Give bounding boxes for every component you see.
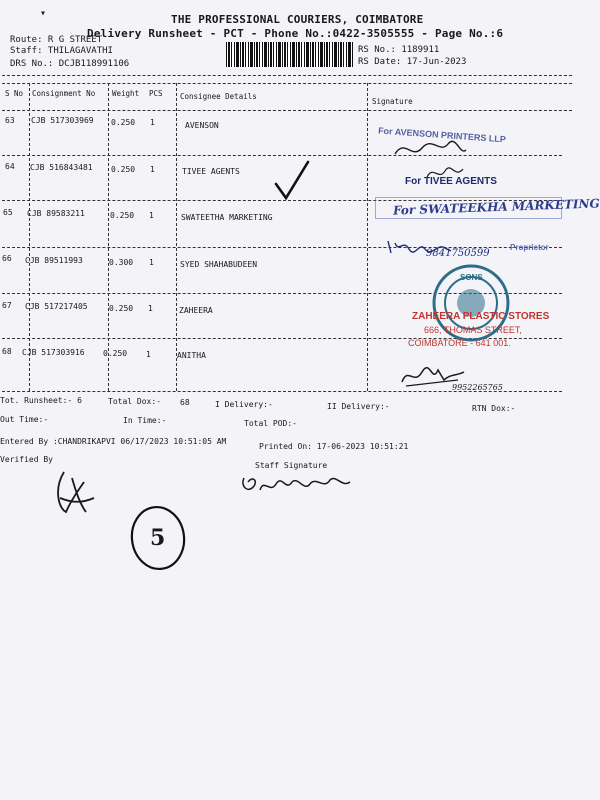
rule-top [2, 75, 572, 76]
row-weight: 0.250 [110, 211, 135, 220]
staff-label: Staff: THILAGAVATHI [10, 46, 113, 56]
row-sno: 66 [2, 254, 12, 263]
col-header-sno: S No [5, 89, 24, 98]
row-consignment: CJB 517303916 [22, 348, 85, 357]
signature-63 [390, 136, 470, 162]
handwritten-phone-68: 9952265765 [452, 383, 503, 392]
stamp-border [375, 197, 562, 219]
row-sno: 68 [2, 347, 12, 356]
row-weight: 0.300 [109, 258, 134, 267]
row-pcs: 1 [149, 211, 154, 220]
total-pod-label: Total POD:- [244, 419, 297, 428]
row-consignee: ANITHA [177, 351, 206, 360]
stamp-zaheera-city: COIMBATORE - 641 001. [408, 338, 511, 348]
staff-signature-label: Staff Signature [255, 461, 328, 470]
row-sno: 67 [2, 301, 12, 310]
total-dox-label: Total Dox:- [108, 397, 161, 406]
total-dox-value: 68 [180, 398, 190, 407]
total-runsheet: Tot. Runsheet:- 6 [0, 396, 82, 405]
row-consignment: CJB 89511993 [25, 256, 83, 265]
ii-delivery-label: II Delivery:- [327, 402, 390, 411]
barcode [226, 42, 353, 67]
route-label: Route: R G STREET [10, 35, 103, 45]
i-delivery-label: I Delivery:- [215, 400, 273, 409]
verified-signature-ink [50, 468, 100, 518]
rule-row [2, 155, 562, 156]
stamp-zaheera-name: ZAHEERA PLASTIC STORES [412, 311, 550, 322]
rs-number: RS No.: 1189911 [358, 45, 440, 55]
row-consignment: CJB 517303969 [31, 116, 94, 125]
stamp-swateekha: For SWATEEKHA MARKETING [392, 196, 600, 218]
stamp-avenson: For AVENSON PRINTERS LLP [377, 125, 507, 145]
out-time-label: Out Time:- [0, 415, 49, 424]
in-time-label: In Time:- [123, 416, 167, 425]
col-header-consignee: Consignee Details [180, 92, 257, 101]
signature-64 [425, 163, 465, 183]
row-consignee: TIVEE AGENTS [182, 167, 240, 176]
col-divider [367, 83, 368, 391]
row-consignee: SWATEETHA MARKETING [181, 213, 273, 222]
row-consignee: AVENSON [185, 121, 219, 130]
col-header-consignment: Consignment No [32, 89, 96, 98]
stamp-zaheera-address: 666, THOMAS STREET, [424, 325, 522, 335]
tick-mark-icon [272, 160, 312, 204]
col-header-weight: Weight [112, 89, 140, 98]
row-pcs: 1 [150, 165, 155, 174]
row-consignment: CJB 516843481 [30, 163, 93, 172]
pin-mark: ▾ [40, 8, 47, 19]
col-divider [108, 83, 109, 391]
row-sno: 65 [3, 208, 13, 217]
col-divider [176, 83, 177, 391]
svg-text:SONS: SONS [460, 273, 483, 282]
verified-by-label: Verified By [0, 455, 53, 464]
row-pcs: 1 [150, 118, 155, 127]
row-sno: 63 [5, 116, 15, 125]
rs-date: RS Date: 17-Jun-2023 [358, 57, 467, 67]
row-weight: 0.250 [103, 349, 128, 358]
printed-on: Printed On: 17-06-2023 10:51:21 [259, 442, 409, 451]
handwritten-phone-66: 9841750599 [426, 248, 490, 259]
rule-header-bottom [2, 110, 572, 111]
row-weight: 0.250 [109, 304, 134, 313]
rtn-dox-label: RTN Dox:- [472, 404, 516, 413]
stamp-proprietor: Proprietor [510, 243, 549, 252]
entered-by: Entered By :CHANDRIKAPVI 06/17/2023 10:51:05 AM [0, 437, 227, 446]
row-consignee: ZAHEERA [179, 306, 213, 315]
row-weight: 0.250 [111, 118, 136, 127]
col-divider [29, 83, 30, 391]
col-header-pcs: PCS [149, 89, 163, 98]
row-consignee: SYED SHAHABUDEEN [180, 260, 258, 269]
row-pcs: 1 [148, 304, 153, 313]
row-consignment: CJB 517217405 [25, 302, 88, 311]
company-title: THE PROFESSIONAL COURIERS, COIMBATORE [171, 13, 424, 26]
drs-number: DRS No.: DCJB118991106 [10, 59, 130, 69]
col-header-signature: Signature [372, 97, 413, 106]
row-pcs: 1 [146, 350, 151, 359]
row-sno: 64 [5, 162, 15, 171]
rule-header-top [2, 83, 572, 84]
row-weight: 0.250 [111, 165, 136, 174]
runsheet-title: Delivery Runsheet - PCT - Phone No.:0422-3505555 - Page No.:6 [87, 27, 504, 40]
circled-number: 5 [150, 525, 166, 551]
stamp-tivee: For TIVEE AGENTS [405, 176, 497, 187]
row-consignment: CJB 89583211 [27, 209, 85, 218]
staff-signature-ink [238, 470, 358, 500]
row-pcs: 1 [149, 258, 154, 267]
